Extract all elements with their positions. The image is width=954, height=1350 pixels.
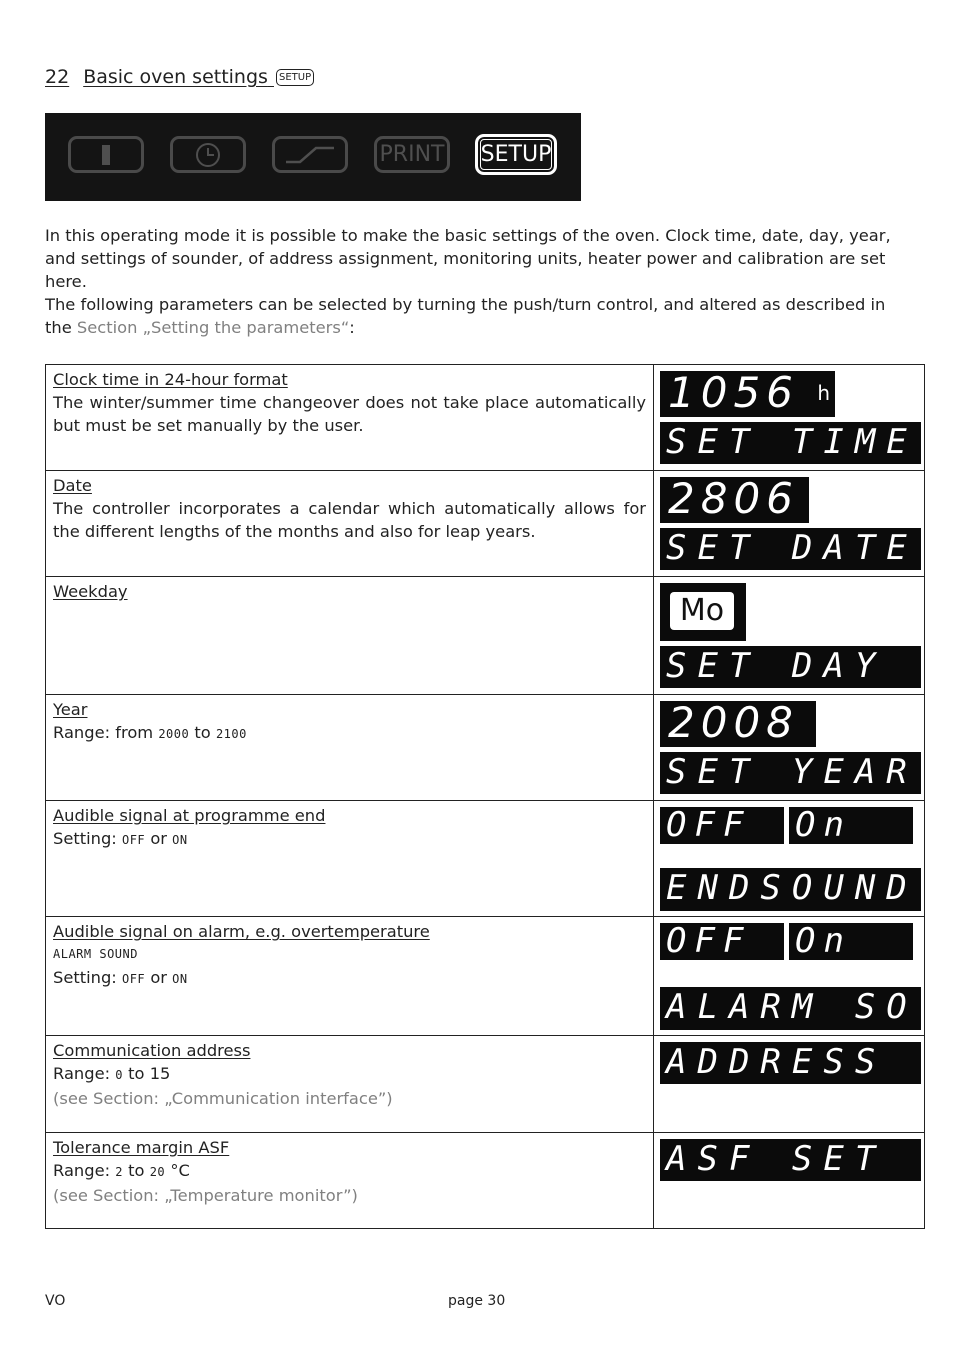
row-text [46, 1036, 654, 1133]
row-text [46, 365, 654, 471]
range-prefix: Range: from [53, 723, 159, 742]
display-text: ASF SET [660, 1139, 921, 1181]
range-prefix: Range: [53, 1064, 116, 1083]
row-display [654, 801, 925, 917]
setting-on: ON [172, 833, 188, 847]
row-setting [53, 827, 646, 852]
row-title: Audible signal on alarm, e.g. overtemperature [53, 922, 430, 941]
row-text [46, 801, 654, 917]
row-range [53, 1062, 646, 1087]
display-text: ALARM SO [660, 987, 921, 1030]
setting-off: OFF [121, 833, 146, 847]
row-display [654, 365, 925, 471]
table-row [46, 577, 925, 695]
row-title: Communication address [53, 1041, 251, 1060]
intro-colon: : [349, 318, 355, 337]
row-setting [53, 966, 646, 991]
row-text [46, 695, 654, 801]
table-row [46, 1133, 925, 1229]
row-text [46, 1133, 654, 1229]
page-number: page 30 [448, 1293, 506, 1309]
control-panel [45, 113, 581, 201]
display-text: SET DATE [660, 528, 921, 570]
setup-badge: SETUP [276, 69, 314, 86]
display-value [660, 371, 835, 417]
row-range [53, 1159, 646, 1184]
setting-prefix: Setting: [53, 968, 122, 987]
display-value: 2806 [660, 477, 809, 523]
range-from: 2 [115, 1165, 123, 1179]
section-link-communication-interface[interactable]: (see Section: „Communication interface”) [53, 1089, 393, 1108]
row-body: The winter/summer time changeover does not take place automatically but must be set manually by the user. [53, 393, 646, 435]
display-on: On [789, 807, 913, 844]
row-title: Clock time in 24-hour format [53, 370, 288, 389]
row-display [654, 577, 925, 695]
bar-icon [99, 144, 113, 166]
section-link-temperature-monitor[interactable]: (see Section: „Temperature monitor”) [53, 1186, 358, 1205]
row-title: Year [53, 700, 88, 719]
table-row [46, 471, 925, 577]
display-text: SET DAY [660, 646, 921, 688]
row-text [46, 577, 654, 695]
setting-prefix: Setting: [53, 829, 122, 848]
setting-or: or [145, 968, 173, 987]
display-value [660, 583, 746, 641]
row-subtitle: ALARM SOUND [53, 947, 138, 961]
panel-button-print: PRINT [374, 136, 450, 173]
section-number: 22 [45, 66, 70, 88]
intro-paragraph-1: In this operating mode it is possible to make the basic settings of the oven. Clock time, date, day, year, and settings of sounder, of address assignment, monitoring units, heater power and calibration are set here. [45, 226, 891, 291]
display-text: SET TIME [660, 422, 921, 464]
display-text: SET YEAR [660, 752, 921, 794]
panel-button-clock [170, 136, 246, 173]
row-text [46, 471, 654, 577]
panel-button-setup: SETUP [475, 134, 557, 175]
setting-or: or [145, 829, 173, 848]
range-from: 2000 [158, 727, 190, 741]
parameter-table [45, 364, 925, 1229]
display-digits: 1056 [668, 371, 799, 417]
section-title: Basic oven settings [83, 66, 268, 88]
row-display [654, 695, 925, 801]
section-link-setting-parameters[interactable]: Section „Setting the parameters“ [76, 318, 350, 337]
range-unit: °C [165, 1161, 190, 1180]
range-to: 2100 [215, 727, 247, 741]
display-unit: h [817, 381, 830, 405]
table-row [46, 917, 925, 1036]
row-text [46, 917, 654, 1036]
setting-off: OFF [121, 972, 146, 986]
row-title: Weekday [53, 582, 128, 601]
row-display [654, 917, 925, 1036]
table-row [46, 695, 925, 801]
range-prefix: Range: [53, 1161, 116, 1180]
range-rest: to 15 [123, 1064, 171, 1083]
weekday-label: Mo [670, 592, 734, 630]
row-title: Audible signal at programme end [53, 806, 326, 825]
row-title: Date [53, 476, 92, 495]
row-display [654, 1036, 925, 1133]
panel-button-bar [68, 136, 144, 173]
row-body: The controller incorporates a calendar which automatically allows for the different lengths of the months and also for leap years. [53, 499, 646, 541]
clock-icon [194, 141, 222, 169]
display-off: OFF [660, 807, 784, 844]
display-value: 2008 [660, 701, 816, 747]
table-row [46, 365, 925, 471]
display-off: OFF [660, 923, 784, 960]
table-row [46, 1036, 925, 1133]
row-display [654, 1133, 925, 1229]
range-mid: to [123, 1161, 150, 1180]
row-display [654, 471, 925, 577]
intro-text: The following parameters can be selected by turning the push/turn control, and altered as described in the [45, 295, 886, 337]
range-to: 20 [149, 1165, 166, 1179]
range-mid: to [189, 723, 216, 742]
display-text: ADDRESS [660, 1042, 921, 1084]
row-range [53, 721, 646, 746]
panel-button-ramp [272, 136, 348, 173]
footer-left: VO [45, 1293, 66, 1309]
setting-on: ON [172, 972, 188, 986]
range-from: 0 [115, 1068, 123, 1082]
section-heading [45, 66, 314, 88]
display-text: ENDSOUND [660, 868, 921, 911]
intro-paragraph-2 [45, 293, 911, 339]
table-row [46, 801, 925, 917]
row-title: Tolerance margin ASF [53, 1138, 230, 1157]
ramp-icon [282, 144, 338, 166]
display-on: On [789, 923, 913, 960]
